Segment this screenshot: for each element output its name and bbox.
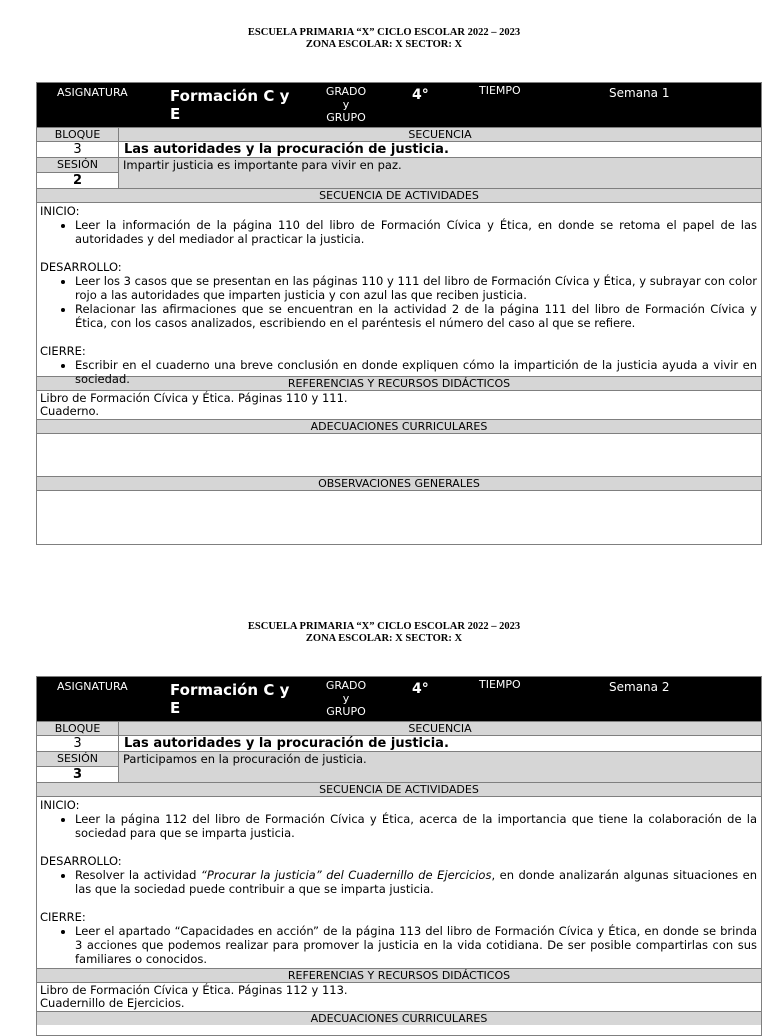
desarrollo-item: • Relacionar las afirmaciones que se encuentran en la actividad 2 de la página 111 del libro de Formación Cívica y Ética, con los casos analizados, escribiendo en el paréntesis el número del caso al que se refiere. <box>75 302 757 330</box>
bloque-secuencia-header <box>37 127 761 141</box>
school-line-2: ZONA ESCOLAR: X SECTOR: X <box>305 39 463 50</box>
sesion-label: SESIÓN <box>37 752 118 767</box>
inicio-item: • Leer la página 112 del libro de Formación Cívica y Ética, acerca de la importancia que tiene la colaboración de la sociedad para que se imparta justicia. <box>75 812 757 840</box>
observaciones-header <box>37 476 761 490</box>
secuencia-title: Las autoridades y la procuración de justicia. <box>119 142 761 157</box>
grade-value: 4° <box>412 87 429 103</box>
actividades-header <box>37 782 761 796</box>
adecuaciones-label: ADECUACIONES CURRICULARES <box>310 420 488 433</box>
secuencia-label: SECUENCIA <box>408 128 472 141</box>
grado-label: GRADO y GRUPO <box>325 679 367 718</box>
lesson-plan-1 <box>36 82 762 545</box>
sesion-row <box>37 157 761 188</box>
cierre-label: CIERRE: <box>40 910 86 924</box>
observaciones-label: OBSERVACIONES GENERALES <box>318 477 480 490</box>
plan-topbar <box>37 83 761 127</box>
referencias-label: REFERENCIAS Y RECURSOS DIDÁCTICOS <box>287 969 511 982</box>
school-line-1: ESCUELA PRIMARIA “X” CICLO ESCOLAR 2022 – 2023 <box>247 621 521 632</box>
asignatura-label: ASIGNATURA <box>57 86 128 99</box>
referencias-header <box>37 376 761 390</box>
bloque-value: 3 <box>37 142 119 157</box>
inicio-item: • Leer la información de la página 110 del libro de Formación Cívica y Ética, en donde se retoma el papel de las autoridades y del mediador al practicar la justicia. <box>75 218 757 246</box>
adecuaciones-header <box>37 1011 761 1025</box>
subject-value: Formación C y E <box>170 681 290 717</box>
activities-section <box>37 796 761 968</box>
referencias-content <box>37 982 761 1011</box>
referencias-label: REFERENCIAS Y RECURSOS DIDÁCTICOS <box>287 377 511 390</box>
grade-value: 4° <box>412 681 429 697</box>
referencias-header <box>37 968 761 982</box>
bloque-secuencia-row <box>37 141 761 157</box>
actividades-label: SECUENCIA DE ACTIVIDADES <box>319 189 479 202</box>
sesion-title: Participamos en la procuración de justicia. <box>119 752 761 782</box>
plan-topbar <box>37 677 761 721</box>
referencias-content <box>37 390 761 419</box>
referencia-item: Libro de Formación Cívica y Ética. Páginas 110 y 111. <box>40 391 348 405</box>
tiempo-label: TIEMPO <box>479 678 521 691</box>
tiempo-label: TIEMPO <box>479 84 521 97</box>
actividades-label: SECUENCIA DE ACTIVIDADES <box>319 783 479 796</box>
observaciones-content <box>37 490 761 531</box>
asignatura-label: ASIGNATURA <box>57 680 128 693</box>
desarrollo-item: • Leer los 3 casos que se presentan en las páginas 110 y 111 del libro de Formación Cívica y Ética, y subrayar con color rojo a las autoridades que imparten justicia y con azul las que reciben justicia. <box>75 274 757 302</box>
sesion-value: 2 <box>72 173 83 188</box>
school-line-1: ESCUELA PRIMARIA “X” CICLO ESCOLAR 2022 – 2023 <box>247 27 521 38</box>
lesson-plan-2 <box>36 676 762 1036</box>
school-header <box>0 621 768 645</box>
week-value: Semana 1 <box>609 86 670 100</box>
school-line-2: ZONA ESCOLAR: X SECTOR: X <box>305 633 463 644</box>
inicio-label: INICIO: <box>40 204 80 218</box>
adecuaciones-content <box>37 433 761 476</box>
bloque-value: 3 <box>37 736 119 751</box>
bloque-label: BLOQUE <box>37 128 119 141</box>
adecuaciones-header <box>37 419 761 433</box>
sesion-title: Impartir justicia es importante para vivir en paz. <box>119 158 761 188</box>
sesion-row <box>37 751 761 782</box>
desarrollo-item: • Resolver la actividad “Procurar la justicia” del Cuadernillo de Ejercicios, en donde analizarán algunas situaciones en las que la sociedad puede contribuir a que se imparta justicia. <box>75 868 757 896</box>
subject-value: Formación C y E <box>170 87 290 123</box>
actividades-header <box>37 188 761 202</box>
bloque-secuencia-row <box>37 735 761 751</box>
referencia-item: Cuaderno. <box>40 404 100 418</box>
sesion-label: SESIÓN <box>37 158 118 173</box>
adecuaciones-label: ADECUACIONES CURRICULARES <box>310 1012 488 1025</box>
week-value: Semana 2 <box>609 680 670 694</box>
sesion-value: 3 <box>72 767 83 782</box>
bloque-label: BLOQUE <box>37 722 119 735</box>
secuencia-title: Las autoridades y la procuración de justicia. <box>119 736 761 751</box>
cierre-label: CIERRE: <box>40 344 86 358</box>
bloque-secuencia-header <box>37 721 761 735</box>
grado-label: GRADO y GRUPO <box>325 85 367 124</box>
cierre-item: • Escribir en el cuaderno una breve conclusión en donde expliquen cómo la impartición de la justicia ayuda a vivir en sociedad. <box>75 358 757 386</box>
inicio-label: INICIO: <box>40 798 80 812</box>
cierre-item: • Leer el apartado “Capacidades en acción” de la página 113 del libro de Formación Cívica y Ética, en donde se brinda 3 acciones que podemos realizar para promover la justicia en la vida cotidiana. De ser posible compartirlas con sus familiares o conocidos. <box>75 924 757 966</box>
secuencia-label: SECUENCIA <box>408 722 472 735</box>
referencia-item: Libro de Formación Cívica y Ética. Páginas 112 y 113. <box>40 983 348 997</box>
school-header <box>0 27 768 51</box>
desarrollo-label: DESARROLLO: <box>40 854 122 868</box>
desarrollo-label: DESARROLLO: <box>40 260 122 274</box>
referencia-item: Cuadernillo de Ejercicios. <box>40 996 185 1010</box>
